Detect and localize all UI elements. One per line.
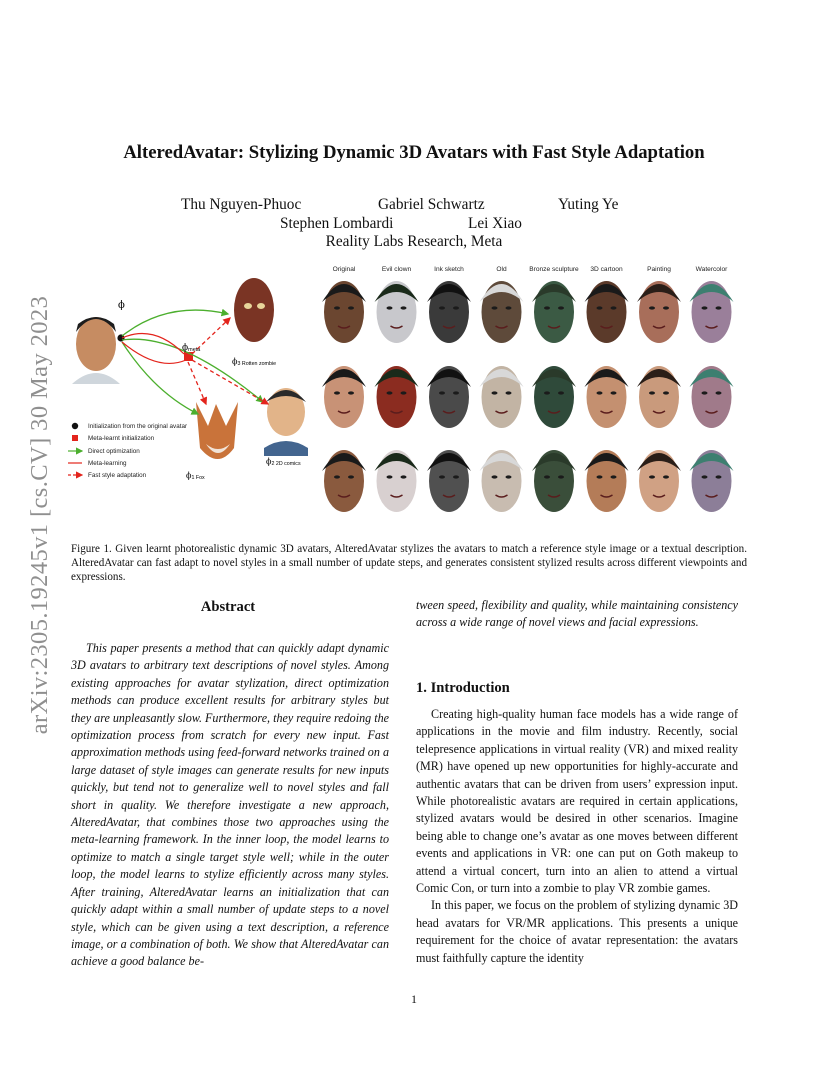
rotten-zombie-portrait [234,278,274,342]
figure-caption: Figure 1. Given learnt photorealistic dynamic 3D avatars, AlteredAvatar stylizes the avatars to match a reference style image or a textual description. AlteredAvatar can fast adapt to novel styles in a small number of update steps, and generates consistent stylized results across different viewpoints and expressions. [71,543,747,583]
stylized-face-portrait [427,450,471,512]
meta-learning-diagram [58,262,320,494]
legend-item: Initialization from the original avatar [88,423,188,430]
stylized-face-portrait [690,450,734,512]
author-5: Lei Xiao [468,215,522,232]
grid-column-label: Ink sketch [434,266,464,273]
stylized-face-portrait [532,281,576,343]
introduction-body [416,706,738,967]
stylized-face-portrait [375,450,419,512]
arxiv-stamp [22,270,58,760]
stylized-face-portrait [480,450,524,512]
fox-portrait [196,402,238,459]
grid-column-label: Bronze sculpture [529,266,579,273]
grid-column-label: Painting [647,266,671,273]
abstract-body [71,640,389,971]
stylized-face-portrait [637,281,681,343]
intro-paragraph-2: In this paper, we focus on the problem of stylizing dynamic 3D head avatars for VR/MR applications. This presents a unique requirement for the choice of avatar representation: the avatars must faithfully capture the identity [416,898,738,965]
legend-meta-swatch [72,435,78,441]
legend-item: Meta-learnt initialization [88,435,155,442]
stylized-face-portrait [480,366,524,428]
phi3-label: ϕ3 Rotten zombie [232,357,277,367]
phi2-label: ϕ2 2D comics [266,457,301,467]
phi1-label: ϕ1 Fox [186,471,205,481]
stylized-face-portrait [375,366,419,428]
paper-title: AlteredAvatar: Stylizing Dynamic 3D Avatars with Fast Style Adaptation [123,142,705,163]
stylized-face-portrait [480,281,524,343]
original-avatar-portrait [72,317,120,384]
stylized-face-portrait [322,281,366,343]
stylized-face-portrait [532,366,576,428]
legend-item: Meta-learning [88,460,127,467]
abstract-continuation: tween speed, flexibility and quality, while maintaining consistency across a wide range of novel views and facial expressions. [416,598,738,630]
author-1: Thu Nguyen-Phuoc [181,196,302,213]
introduction-heading: 1. Introduction [416,680,510,696]
grid-column-label: Original [332,266,356,273]
legend-init-swatch [72,423,78,429]
stylized-face-portrait [427,366,471,428]
author-2: Gabriel Schwartz [378,196,485,213]
stylized-face-portrait [585,281,629,343]
stylized-face-portrait [375,281,419,343]
phi-meta-label: ϕmeta [182,343,201,353]
author-3: Yuting Ye [558,196,619,213]
stylized-face-portrait [532,450,576,512]
grid-column-label: Old [496,266,507,273]
abstract-text: This paper presents a method that can quickly adapt dynamic 3D avatars to arbitrary text descriptions of novel styles. Among existing approaches for avatar stylization, direct optimization methods can produce excellent results for arbitrary styles but they are unpleasantly slow. Furthermore, they require redoing the optimization process from scratch for every new input. Fast approximation methods using feed-forward networks trained on a large dataset of style images can generate results for new inputs quickly, but tend not to generalize well to novel styles and fall short in quality. We therefore investigate a new approach, AlteredAvatar, that combines those two approaches using the meta-learning framework. In the inner loop, the model learns to optimize to match a single target style well; while in the outer loop, the model learns to stylize efficiently across many styles. After training, AlteredAvatar learns an initialization that can quickly adapt within a small number of update steps to a novel style, which can be given using a text description, a reference image, or a combination of both. We show that AlteredAvatar can achieve a good balance be- [71,641,389,969]
legend-item: Fast style adaptation [88,472,147,479]
arxiv-stamp-text: arXiv:2305.19245v1 [cs.CV] 30 May 2023 [26,295,53,735]
stylized-face-portrait [690,281,734,343]
stylized-face-portrait [322,366,366,428]
stylized-face-portrait [585,366,629,428]
stylized-face-portrait [585,450,629,512]
phi-label: ϕ [118,300,125,311]
page-number: 1 [411,992,417,1006]
stylized-face-portrait [637,450,681,512]
intro-paragraph-1: Creating high-quality human face models has a wide range of applications in the movie and film industry. Recently, social telepresence applications in virtual reality (VR) and mixed reality (MR) have opened up new opportunities for highly-accurate and authentic avatars that can be driven from users’ expression input. While photorealistic avatars are required in certain applications, stylized avatars would be desired in other scenarios. Imagine being able to change one’s avatar as one moves between different events and applications in VR: one can put on Goth makeup to attend a virtual concert, turn into an alien to attend a virtual Comic Con, or turn into a zombie to play VR zombie games. [416,707,738,896]
stylized-results-grid [318,262,746,524]
grid-column-label: Watercolor [695,266,728,273]
grid-column-label: Evil clown [381,266,412,273]
stylized-face-portrait [637,366,681,428]
affiliation: Reality Labs Research, Meta [325,233,503,250]
legend-item: Direct optimization [88,448,140,455]
stylized-face-portrait [322,450,366,512]
stylized-face-portrait [690,366,734,428]
grid-column-label: 3D cartoon [590,266,623,273]
comics-portrait [264,388,308,456]
stylized-face-portrait [427,281,471,343]
diagram-legend [68,423,187,479]
abstract-heading: Abstract [200,599,256,615]
author-4: Stephen Lombardi [280,215,394,232]
